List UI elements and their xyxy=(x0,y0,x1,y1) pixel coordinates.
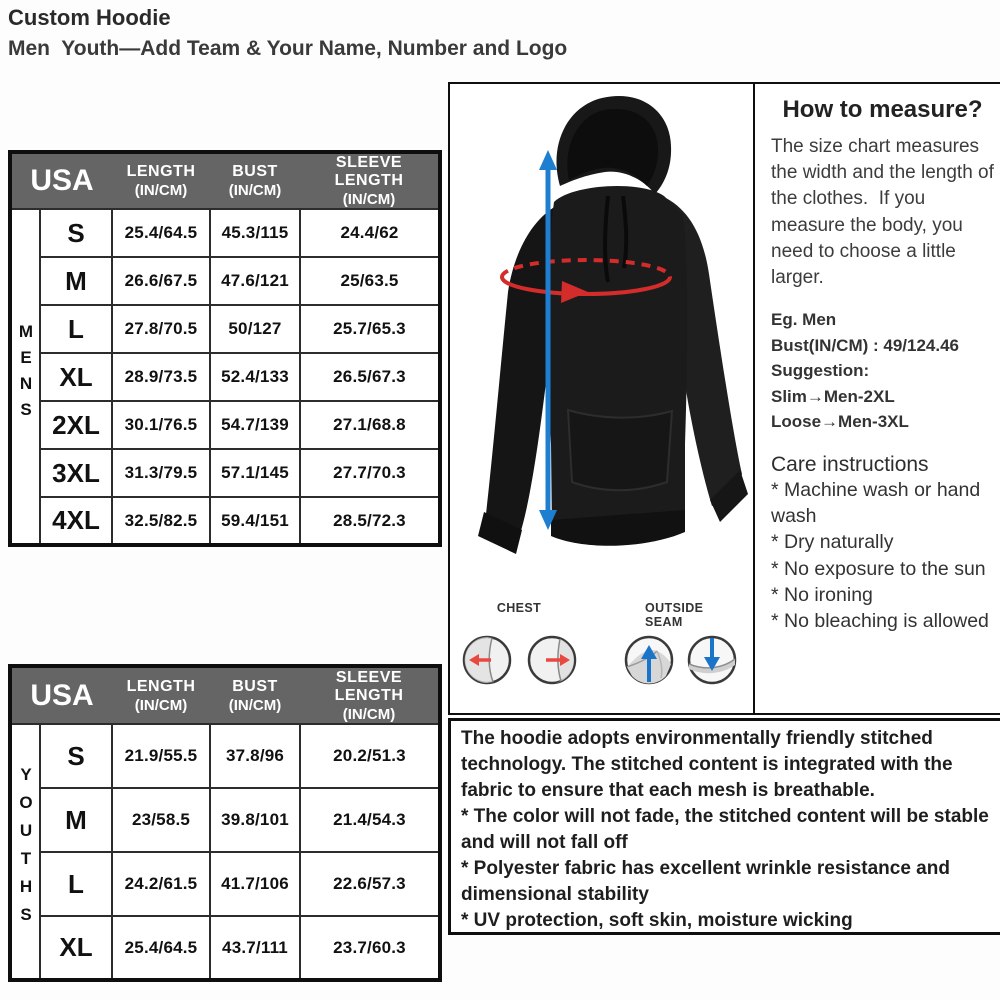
description-paragraph: * The color will not fade, the stitched content will be stable and will not fall off xyxy=(461,806,989,854)
how-to-measure-heading: How to measure? xyxy=(782,96,983,123)
col-header-bust: BUST (IN/CM) xyxy=(210,152,300,209)
example-line: Suggestion: xyxy=(771,361,870,381)
bust-cell: 39.8/101 xyxy=(210,788,300,852)
col-header-sleeve: SLEEVE LENGTH (IN/CM) xyxy=(300,152,440,209)
table-row xyxy=(10,788,440,852)
length-cell: 32.5/82.5 xyxy=(112,497,210,545)
size-cell: 2XL xyxy=(40,401,112,449)
hoodie-image xyxy=(450,84,755,589)
care-instructions-heading: Care instructions xyxy=(771,452,929,476)
bust-cell: 47.6/121 xyxy=(210,257,300,305)
page-title: Custom Hoodie xyxy=(8,5,171,30)
length-cell: 26.6/67.5 xyxy=(112,257,210,305)
chest-label: CHEST xyxy=(496,601,542,615)
sleeve-cell: 20.2/51.3 xyxy=(300,724,440,788)
bust-cell: 59.4/151 xyxy=(210,497,300,545)
length-cell: 24.2/61.5 xyxy=(112,852,210,916)
bust-cell: 37.8/96 xyxy=(210,724,300,788)
example-line: Bust(IN/CM) : 49/124.46 xyxy=(771,335,959,355)
youth-group-label: YOUTHS xyxy=(10,724,40,980)
care-item: * No bleaching is allowed xyxy=(771,610,989,633)
size-cell: L xyxy=(40,852,112,916)
table-row xyxy=(10,497,440,545)
chest-measure-left-icon xyxy=(461,634,513,686)
sleeve-cell: 27.7/70.3 xyxy=(300,449,440,497)
bust-cell: 43.7/111 xyxy=(210,916,300,980)
table-row xyxy=(10,257,440,305)
chest-measure-right-icon xyxy=(526,634,578,686)
how-to-measure-body: The size chart measures the width and the length of the clothes. If you measure the body, you need to choose a little larger. xyxy=(771,136,1000,289)
example-line: Eg. Men xyxy=(771,310,837,330)
col-header-usa: USA xyxy=(10,666,112,724)
youth-chart-header-row xyxy=(10,666,440,724)
outside-seam-up-icon xyxy=(623,634,675,686)
length-cell: 28.9/73.5 xyxy=(112,353,210,401)
col-header-sleeve: SLEEVE LENGTH (IN/CM) xyxy=(300,666,440,724)
length-cell: 30.1/76.5 xyxy=(112,401,210,449)
size-cell: S xyxy=(40,724,112,788)
outside-seam-down-icon xyxy=(686,634,738,686)
outside-seam-label: OUTSIDE SEAM xyxy=(645,601,704,629)
table-row xyxy=(10,209,440,257)
col-header-bust: BUST (IN/CM) xyxy=(210,666,300,724)
size-cell: XL xyxy=(40,353,112,401)
sleeve-cell: 28.5/72.3 xyxy=(300,497,440,545)
table-row xyxy=(10,916,440,980)
table-row xyxy=(10,401,440,449)
page-subtitle: Men Youth—Add Team & Your Name, Number and Logo xyxy=(8,37,568,60)
col-header-length: LENGTH (IN/CM) xyxy=(112,152,210,209)
sleeve-cell: 22.6/57.3 xyxy=(300,852,440,916)
length-cell: 25.4/64.5 xyxy=(112,209,210,257)
size-cell: 4XL xyxy=(40,497,112,545)
hoodie-measure-panel xyxy=(450,84,755,713)
sleeve-cell: 21.4/54.3 xyxy=(300,788,440,852)
description-paragraph: * Polyester fabric has excellent wrinkle resistance and dimensional stability xyxy=(461,858,950,906)
col-header-usa: USA xyxy=(10,152,112,209)
size-cell: M xyxy=(40,257,112,305)
measurement-section xyxy=(448,82,1000,715)
col-header-length: LENGTH (IN/CM) xyxy=(112,666,210,724)
care-item: * No ironing xyxy=(771,584,873,607)
bust-cell: 54.7/139 xyxy=(210,401,300,449)
length-cell: 21.9/55.5 xyxy=(112,724,210,788)
sleeve-cell: 25/63.5 xyxy=(300,257,440,305)
length-cell: 31.3/79.5 xyxy=(112,449,210,497)
example-line: Loose→Men-3XL xyxy=(771,412,909,432)
bust-cell: 45.3/115 xyxy=(210,209,300,257)
mens-size-chart xyxy=(8,150,442,547)
care-instructions-list xyxy=(771,477,994,635)
care-item: * No exposure to the sun xyxy=(771,557,986,580)
length-cell: 27.8/70.5 xyxy=(112,305,210,353)
bust-cell: 41.7/106 xyxy=(210,852,300,916)
how-to-measure-panel xyxy=(757,84,1000,713)
fabric-description-box xyxy=(448,718,1000,935)
mens-chart-header-row xyxy=(10,152,440,209)
sleeve-cell: 24.4/62 xyxy=(300,209,440,257)
size-cell: M xyxy=(40,788,112,852)
size-cell: 3XL xyxy=(40,449,112,497)
sleeve-cell: 27.1/68.8 xyxy=(300,401,440,449)
bust-cell: 57.1/145 xyxy=(210,449,300,497)
sleeve-cell: 25.7/65.3 xyxy=(300,305,440,353)
table-row xyxy=(10,449,440,497)
sizing-example xyxy=(771,307,994,435)
mens-group-label: MENS xyxy=(10,209,40,545)
care-item: * Dry naturally xyxy=(771,531,894,554)
sleeve-cell: 26.5/67.3 xyxy=(300,353,440,401)
table-row xyxy=(10,353,440,401)
table-row xyxy=(10,305,440,353)
size-cell: XL xyxy=(40,916,112,980)
length-cell: 25.4/64.5 xyxy=(112,916,210,980)
description-paragraph: The hoodie adopts environmentally friendly stitched technology. The stitched content is integrated with the fabric to ensure that each mesh is breathable. xyxy=(461,728,953,802)
description-paragraph: * UV protection, soft skin, moisture wicking xyxy=(461,910,853,932)
youth-size-chart xyxy=(8,664,442,982)
care-item: * Machine wash or hand wash xyxy=(771,478,981,528)
example-line: Slim→Men-2XL xyxy=(771,386,895,406)
table-row xyxy=(10,724,440,788)
size-cell: S xyxy=(40,209,112,257)
size-cell: L xyxy=(40,305,112,353)
bust-cell: 52.4/133 xyxy=(210,353,300,401)
bust-cell: 50/127 xyxy=(210,305,300,353)
table-row xyxy=(10,852,440,916)
sleeve-cell: 23.7/60.3 xyxy=(300,916,440,980)
length-cell: 23/58.5 xyxy=(112,788,210,852)
